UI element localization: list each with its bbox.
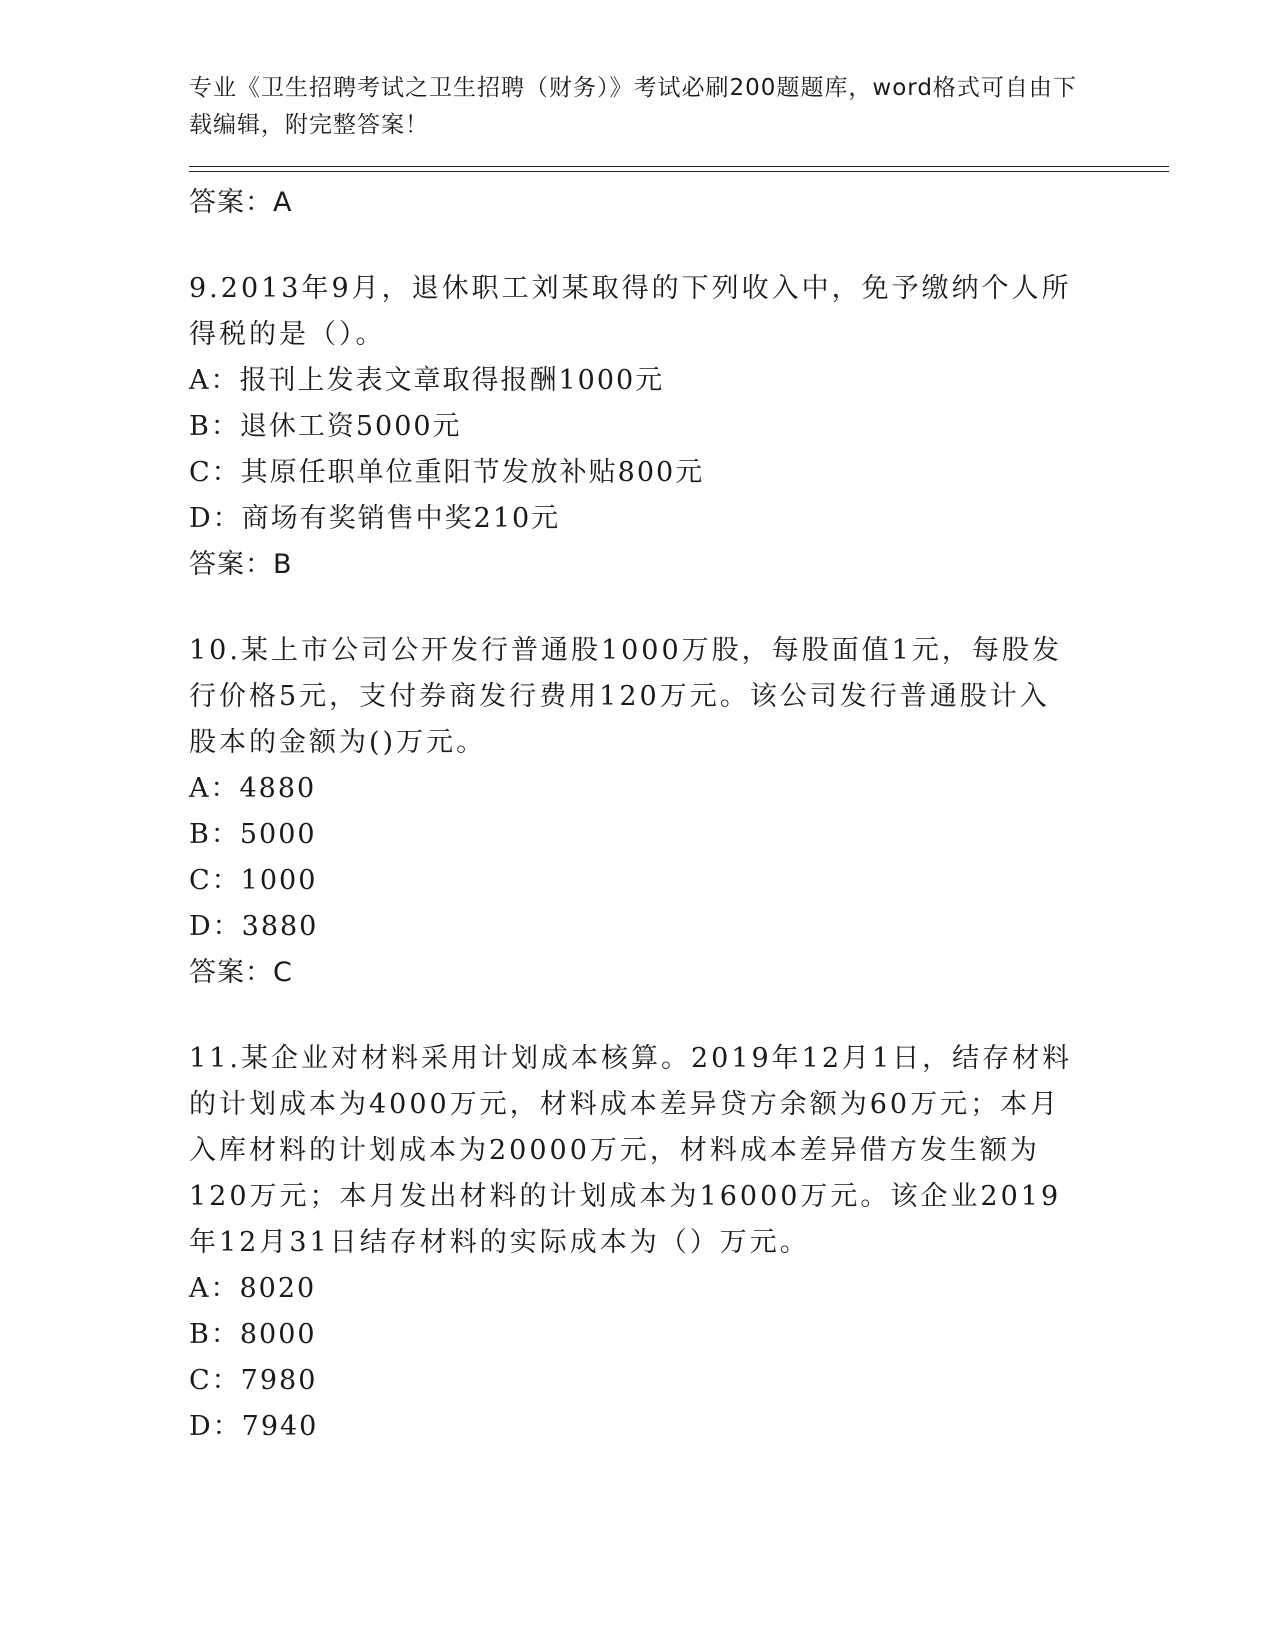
option-d: D：3880 bbox=[189, 911, 319, 942]
answer-line: 答案：C bbox=[189, 957, 293, 988]
option-b: B：8000 bbox=[189, 1319, 317, 1350]
header-divider bbox=[189, 166, 1169, 172]
option-b: B：退休工资5000元 bbox=[189, 411, 462, 442]
document-header: 专业《卫生招聘考试之卫生招聘（财务）》考试必刷200题题库，word格式可自由下载编辑，附完整答案！ bbox=[189, 75, 1077, 138]
option-c: C：1000 bbox=[189, 865, 318, 896]
question-11: 11.某企业对材料采用计划成本核算。2019年12月1日，结存材料的计划成本为4000万元，材料成本差异贷方余额为60万元；本月入库材料的计划成本为20000万元，材料成本差异借方发生额为120万元；本月发出材料的计划成本为16000万元。该企业2019年12月31日结存材料的实际成本为（）万元。 bbox=[189, 1043, 1073, 1258]
question-10: 10.某上市公司公开发行普通股1000万股，每股面值1元，每股发行价格5元，支付券商发行费用120万元。该公司发行普通股计入股本的金额为()万元。 bbox=[189, 635, 1062, 758]
question-9: 9.2013年9月，退休职工刘某取得的下列收入中，免予缴纳个人所得税的是（）。 bbox=[189, 273, 1072, 350]
answer-line: 答案：A bbox=[189, 187, 293, 218]
option-d: D：商场有奖销售中奖210元 bbox=[189, 503, 561, 534]
option-a: A：4880 bbox=[189, 773, 317, 804]
document-page bbox=[189, 70, 1169, 1450]
option-d: D：7940 bbox=[189, 1411, 319, 1442]
option-c: C：其原任职单位重阳节发放补贴800元 bbox=[189, 457, 705, 488]
answer-line: 答案：B bbox=[189, 549, 293, 580]
option-c: C：7980 bbox=[189, 1365, 318, 1396]
option-b: B：5000 bbox=[189, 819, 317, 850]
option-a: A：报刊上发表文章取得报酬1000元 bbox=[189, 365, 665, 396]
option-a: A：8020 bbox=[189, 1273, 317, 1304]
